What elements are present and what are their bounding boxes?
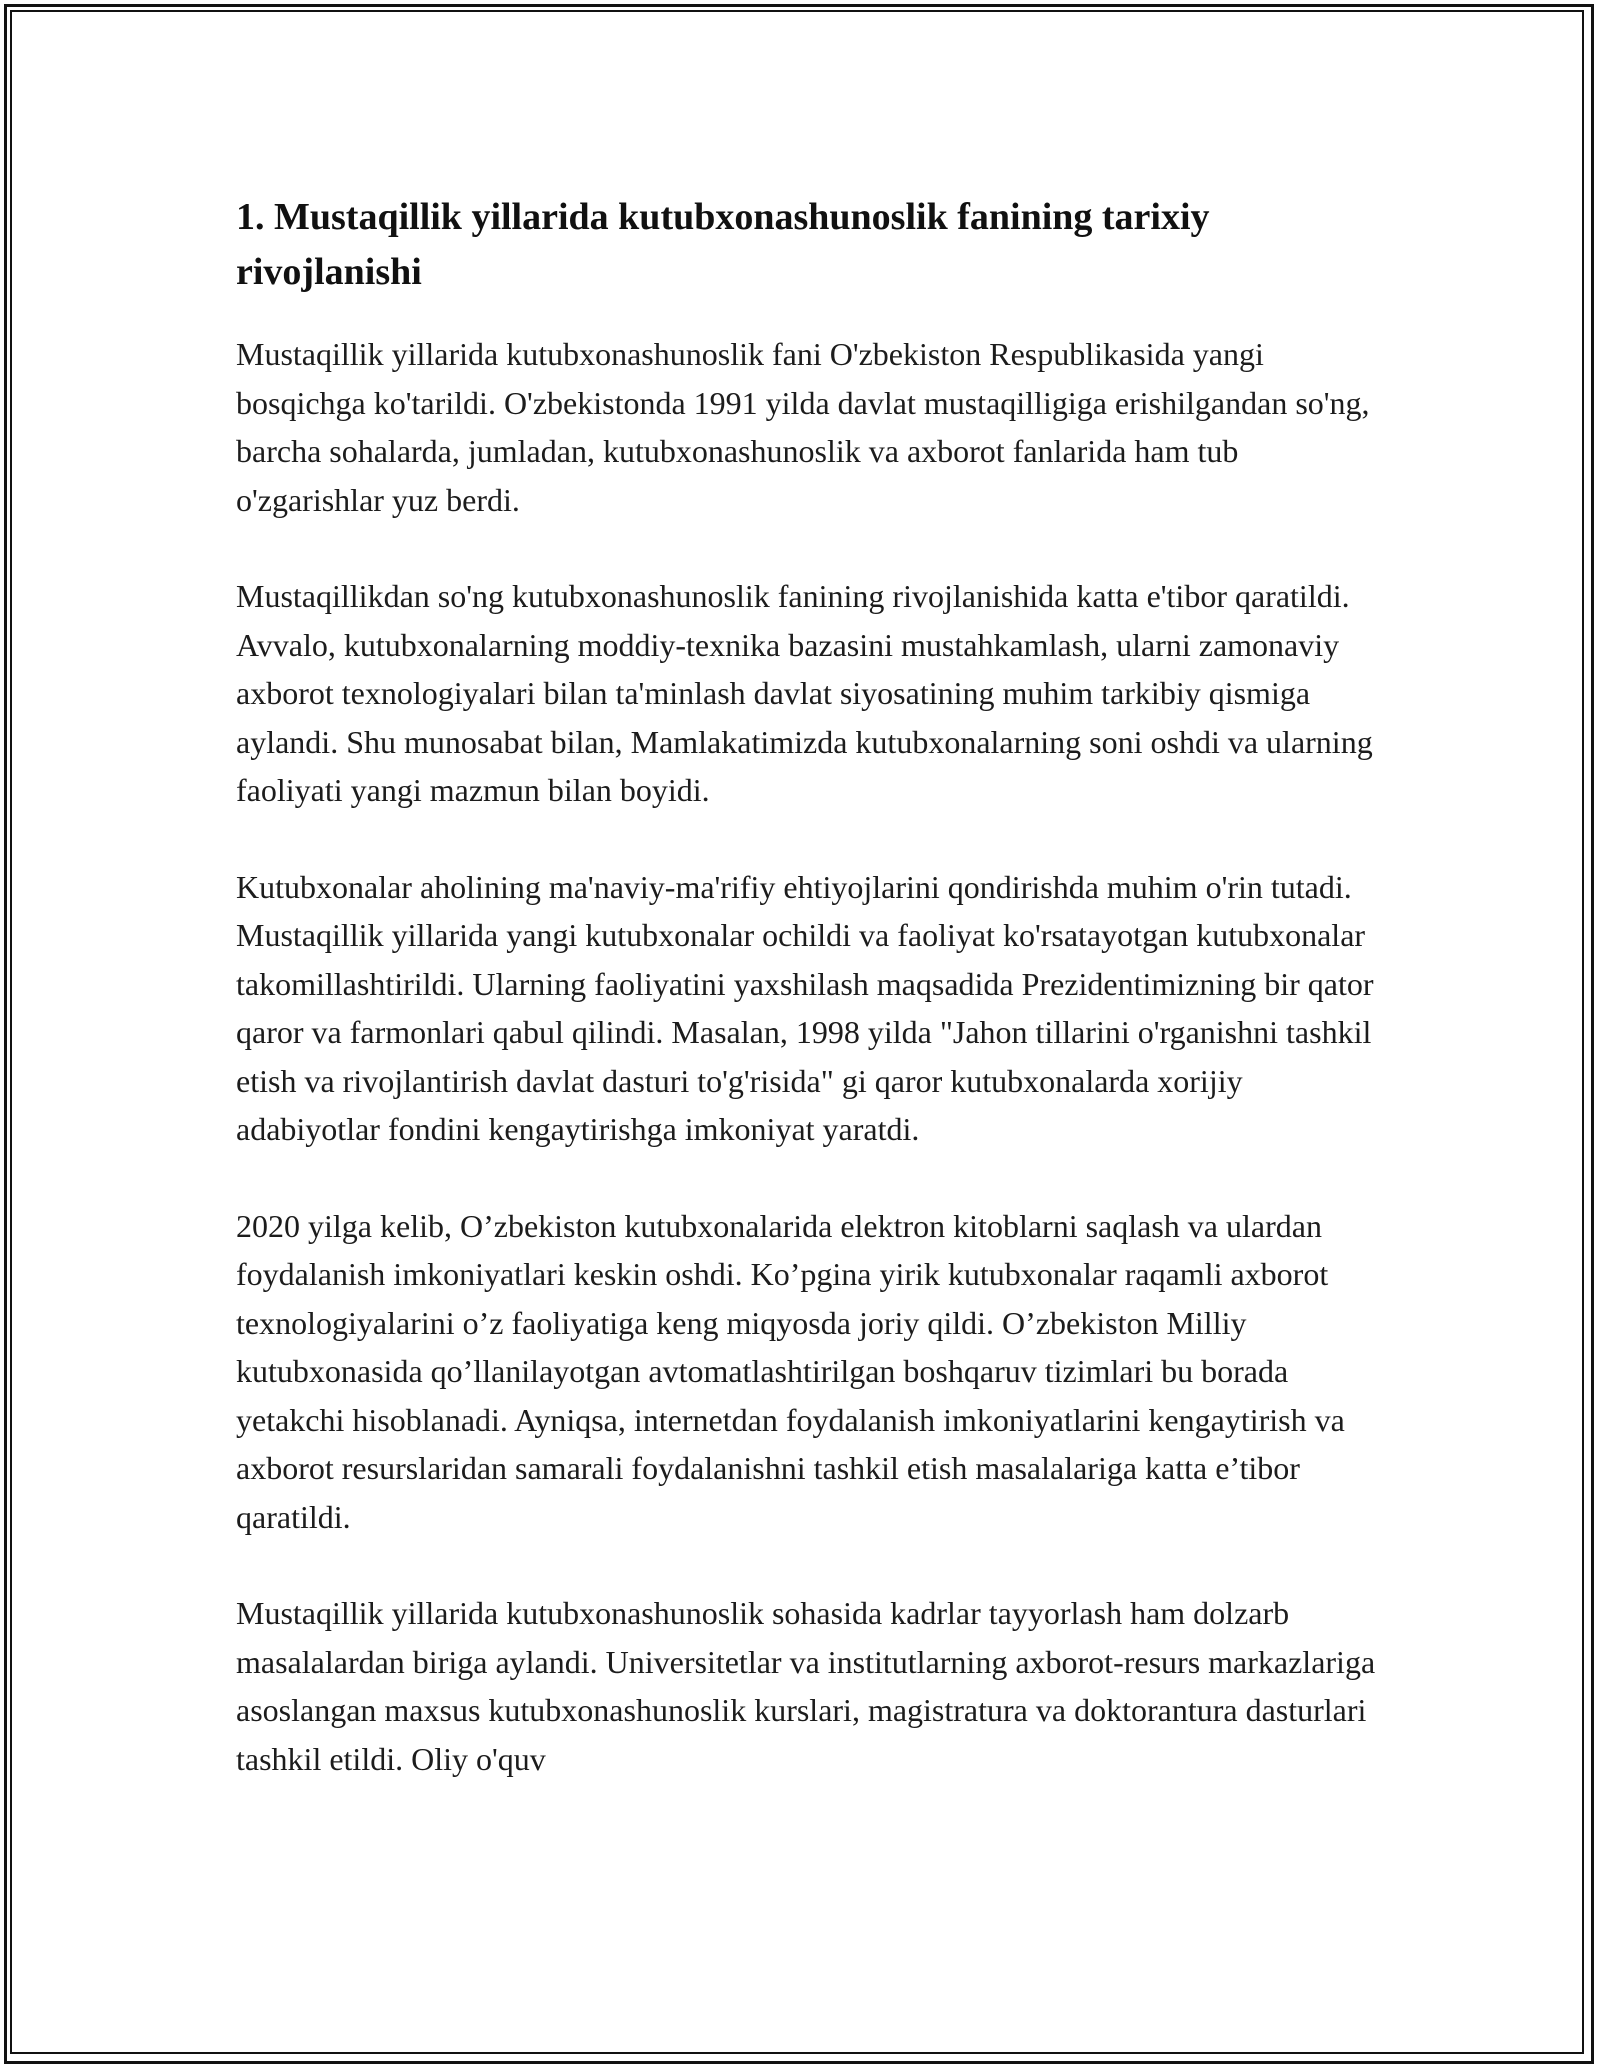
paragraph-4: 2020 yilga kelib, O’zbekiston kutubxonalarida elektron kitoblarni saqlash va ulardan foydalanish imkoniyatlari keskin oshdi. Ko’pgina yirik kutubxonalar raqamli axborot texnologiyalarini o’z faoliyatiga keng miqyosda joriy qildi. O’zbekiston Milliy kutubxonasida qo’llanilayotgan avtomatlashtirilgan boshqaruv tizimlari bu borada yetakchi hisoblanadi. Ayniqsa, internetdan foydalanish imkoniyatlarini kengaytirish va axborot resurslaridan samarali foydalanishni tashkil etish masalalariga katta e’tibor qaratildi. bbox=[236, 1207, 1345, 1535]
paragraph-2: Mustaqillikdan so'ng kutubxonashunoslik fanining rivojlanishida katta e'tibor qaratildi. Avvalo, kutubxonalarning moddiy-texnika bazasini mustahkamlash, ularni zamonaviy axborot texnologiyalari bilan ta'minlash davlat siyosatining muhim tarkibiy qismiga aylandi. Shu munosabat bilan, Mamlakatimizda kutubxonalarning soni oshdi va ularning faoliyati yangi mazmun bilan boyidi. bbox=[236, 578, 1373, 808]
document-body bbox=[236, 190, 1386, 1831]
paragraph-1: Mustaqillik yillarida kutubxonashunoslik fani O'zbekiston Respublikasida yangi bosqichga ko'tarildi. O'zbekistonda 1991 yilda davlat mustaqilligiga erishilgandan so'ng, barcha sohalarda, jumladan, kutubxonashunoslik va axborot fanlarida ham tub o'zgarishlar yuz berdi. bbox=[236, 336, 1370, 518]
paragraph-5: Mustaqillik yillarida kutubxonashunoslik sohasida kadrlar tayyorlash ham dolzarb masalalardan biriga aylandi. Universitetlar va institutlarning axborot-resurs markazlariga asoslangan maxsus kutubxonashunoslik kurslari, magistratura va doktorantura dasturlari tashkil etildi. Oliy o'quv bbox=[236, 1595, 1376, 1777]
paragraph-3: Kutubxonalar aholining ma'naviy-ma'rifiy ehtiyojlarini qondirishda muhim o'rin tutadi. Mustaqillik yillarida yangi kutubxonalar ochildi va faoliyat ko'rsatayotgan kutubxonalar takomillashtirildi. Ularning faoliyatini yaxshilash maqsadida Prezidentimizning bir qator qaror va farmonlari qabul qilindi. Masalan, 1998 yilda "Jahon tillarini o'rganishni tashkil etish va rivojlantirish davlat dasturi to'g'risida" gi qaror kutubxonalarda xorijiy adabiyotlar fondini kengaytirishga imkoniyat yaratdi. bbox=[236, 868, 1374, 1147]
document-title: 1. Mustaqillik yillarida kutubxonashunoslik fanining tarixiy rivojlanishi bbox=[236, 196, 1210, 293]
